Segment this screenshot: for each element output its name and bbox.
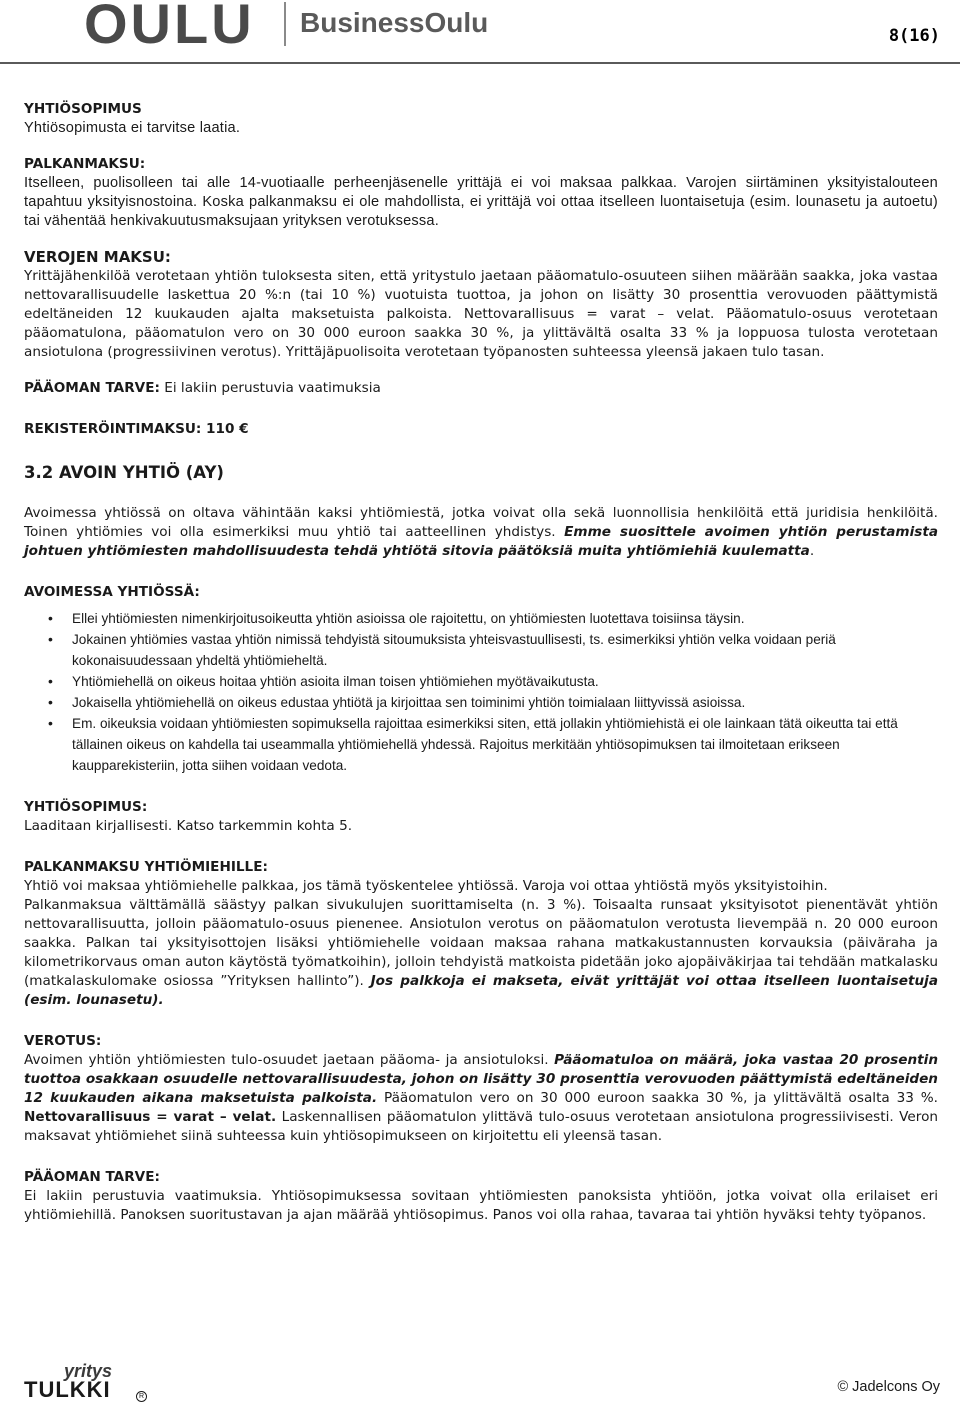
- text-verojen-maksu: Yrittäjähenkilöä verotetaan yhtiön tuloksesta siten, että yritystulo jaetaan pääomatulo-osuuteen siihen määrään saakka, joka vastaa nettovarallisuudelle laskettua 20 %:n (tai 10 %) vuotuista tuottoa, ja johon on lisätty 30 prosenttia verovuoden päättymistä edeltäneiden 12 kuukauden ajalta maksetuista palkoista. Nettovarallisuus = varat – velat. Pääomatulo-osuus verotetaan pääomatulona, pääomatulon vero on 30 000 euroon saakka 30 %, ja ylittävältä osalta 33 % ja loppuosa tulosta verotetaan ansiotulona (progressiivinen verotus). Yrittäjäpuolisoita verotetaan työpanosten suhteessa yleensä jakaen tulo tasan.: [24, 268, 938, 360]
- verotus-emphasis: Pääomatuloa on määrä, joka vastaa 20 prosentin tuottoa osakkaan osuudelle nettovarallisuudesta, johon on lisätty 30 prosenttia verovuoden päättymistä edeltäneiden 12 kuukauden aikana maksetuista palkoista.: [24, 1052, 938, 1106]
- list-item: • Jokaisella yhtiömiehellä on oikeus edustaa yhtiötä ja kirjoittaa sen toiminimi yhtiön toimialaan liittyvissä asioissa.: [72, 692, 938, 713]
- intro-text: Avoimessa yhtiössä on oltava vähintään kaksi yhtiömiestä, jotka voivat olla sekä luonnollisia henkilöitä että juridisia henkilöitä. Toinen yhtiömies voi olla esimerkiksi muu yhtiö tai aatteellinen yhdistys.: [24, 505, 938, 540]
- header-divider: [0, 62, 960, 64]
- logo-divider: [284, 2, 286, 46]
- oulu-logo: OULU: [84, 0, 255, 55]
- intro-emphasis: Emme suosittele avoimen yhtiön perustamista johtuen yhtiömiesten mahdollisuudesta tehdä yhtiötä sitovia päätöksiä muita yhtiömiehiä kuulematta: [24, 524, 938, 559]
- palkanmaksu-yhtiomiehille-paragraph: [24, 896, 938, 1010]
- heading-verojen-maksu: VEROJEN MAKSU:: [24, 248, 171, 266]
- text-palkanmaksu: Itselleen, puolisolleen tai alle 14-vuotiaalle perheenjäsenelle yrittäjä ei voi maksaa palkkaa. Varojen siirtäminen yksityistalouteen tapahtuu yksityisnostoina. Koska palkanmaksu ei ole mahdollista, ei yrittäjä voi ottaa itselleen luontaisetuja (esim. lounasetu ja autoetu) tai vähentää henkivakuutusmaksujaan yrityksen verotuksessa.: [24, 175, 938, 229]
- verotus-text-3: Laskennallisen pääomatulon ylittävä tulo-osuus verotetaan ansiotulona progressiivisesti. Veron maksavat yhtiömiehet siinä suhteessa kuin yhtiösopimukseen on kirjoitettu eli yleensä tasan.: [24, 1109, 938, 1144]
- heading-yhtiosopimus-2: YHTIÖSOPIMUS:: [24, 799, 148, 815]
- verotus-bold: Nettovarallisuus = varat – velat.: [24, 1109, 277, 1125]
- intro-end: .: [809, 543, 815, 559]
- paaoman-tarve-line: [24, 379, 938, 398]
- copyright: © Jadelcons Oy: [837, 1379, 940, 1395]
- verotus-text-1: Avoimen yhtiön yhtiömiesten tulo-osuudet jaetaan pääoma- ja ansiotuloksi.: [24, 1052, 555, 1068]
- section-title: 3.2 AVOIN YHTIÖ (AY): [24, 463, 224, 482]
- page-number: 8(16): [888, 26, 940, 46]
- text-palkanmaksu-yhtiomiehille-2: Palkanmaksua välttämällä säästyy palkan sivukulujen suorittamiselta (n. 3 %). Toisaalta runsaat yksityisotot pienentävät yhtiön nettovarallisuutta, jolloin pääomatulo-osuus pienenee. Ansiotulon verotus on pääomatulon verotusta lievempää n. 20 000 euroon saakka. Palkan tai yksityisottojen lisäksi yhtiömiehelle voidaan maksaa rahana matkakustannusten korvauksia (päiväraha ja kilometrikorvaus oman auton käytöstä työmatkoihin), jolloin tehdyistä matkoista pidetään joko ajopäiväkirjaa tai tehdään matkalasku (matkalaskulomake osiossa ”Yrityksen hallinto”).: [24, 897, 938, 989]
- page-header: [0, 0, 960, 62]
- text-paaoman-tarve: Ei lakiin perustuvia vaatimuksia: [159, 380, 381, 396]
- list-item: • Yhtiömiehellä on oikeus hoitaa yhtiön asioita ilman toisen yhtiömiehen myötävaikutusta.: [72, 671, 938, 692]
- list-item: • Jokainen yhtiömies vastaa yhtiön nimissä tehdyistä sitoumuksista yhteisvastuullisesti, ts. esimerkiksi yhtiön velka voidaan periä kokonaisuudessaan yhdeltä yhtiömieheltä.: [72, 629, 938, 671]
- registered-mark: R: [136, 1391, 147, 1402]
- heading-yhtiosopimus: YHTIÖSOPIMUS: [24, 101, 142, 117]
- verotus-text-2: Pääomatulon vero on 30 000 euroon saakka 30 %, ja ylittävältä osalta 33 %.: [377, 1090, 938, 1106]
- list-item: • Em. oikeuksia voidaan yhtiömiesten sopimuksella rajoittaa esimerkiksi siten, että jollakin yhtiömiehistä ei ole lainkaan tätä oikeutta tai että tällainen oikeus on kahdella tai useammalla yhtiömiehellä yhdessä. Rajoitus merkitään yhtiösopimuksen tai ilmoitetaan erikseen kaupparekisteriin, jotta siihen voidaan vedota.: [72, 713, 938, 776]
- heading-rekisterointimaksu: REKISTERÖINTIMAKSU: 110 €: [24, 421, 249, 437]
- verotus-paragraph: [24, 1051, 938, 1146]
- intro-paragraph: [24, 504, 938, 561]
- text-paaoman-tarve-2: Ei lakiin perustuvia vaatimuksia. Yhtiösopimuksessa sovitaan yhtiömiesten panoksista yhtiöön, jotka voivat olla erilaiset eri yhtiömiehillä. Panoksen suoritustavan ja ajan määrää yhtiösopimus. Panos voi olla rahaa, tavaraa tai yhtiön hyväksi tehty työpanos.: [24, 1188, 938, 1223]
- heading-paaoman-tarve-2: PÄÄOMAN TARVE:: [24, 1169, 160, 1185]
- heading-verotus: VEROTUS:: [24, 1033, 102, 1049]
- document-body: [24, 100, 938, 1225]
- text-yhtiosopimus-2: Laaditaan kirjallisesti. Katso tarkemmin kohta 5.: [24, 818, 353, 834]
- page-footer: [0, 1355, 960, 1405]
- yritystulkki-logo-bottom: TULKKI: [24, 1377, 111, 1402]
- heading-palkanmaksu-yhtiomiehille: PALKANMAKSU YHTIÖMIEHILLE:: [24, 859, 268, 875]
- heading-avoimessa-yhtiossa: AVOIMESSA YHTIÖSSÄ:: [24, 584, 200, 600]
- heading-paaoman-tarve: PÄÄOMAN TARVE:: [24, 380, 160, 396]
- heading-palkanmaksu: PALKANMAKSU:: [24, 156, 146, 172]
- palkanmaksu-emphasis: Jos palkkoja ei makseta, eivät yrittäjät voi ottaa itselleen luontaisetuja (esim. lounasetu).: [24, 973, 938, 1008]
- text-yhtiosopimus: Yhtiösopimusta ei tarvitse laatia.: [24, 120, 241, 136]
- yritystulkki-logo-top: yritys: [64, 1361, 113, 1381]
- text-palkanmaksu-yhtiomiehille-1: Yhtiö voi maksaa yhtiömiehelle palkkaa, jos tämä työskentelee yhtiössä. Varoja voi ottaa yhtiöstä myös yksityistoihin.: [24, 878, 828, 894]
- list-item: • Ellei yhtiömiesten nimenkirjoitusoikeutta yhtiön asioissa ole rajoitettu, on yhtiömiesten luotettava toisiinsa täysin.: [72, 608, 938, 629]
- business-oulu-logo: BusinessOulu: [300, 7, 489, 38]
- avoin-list: [24, 608, 938, 776]
